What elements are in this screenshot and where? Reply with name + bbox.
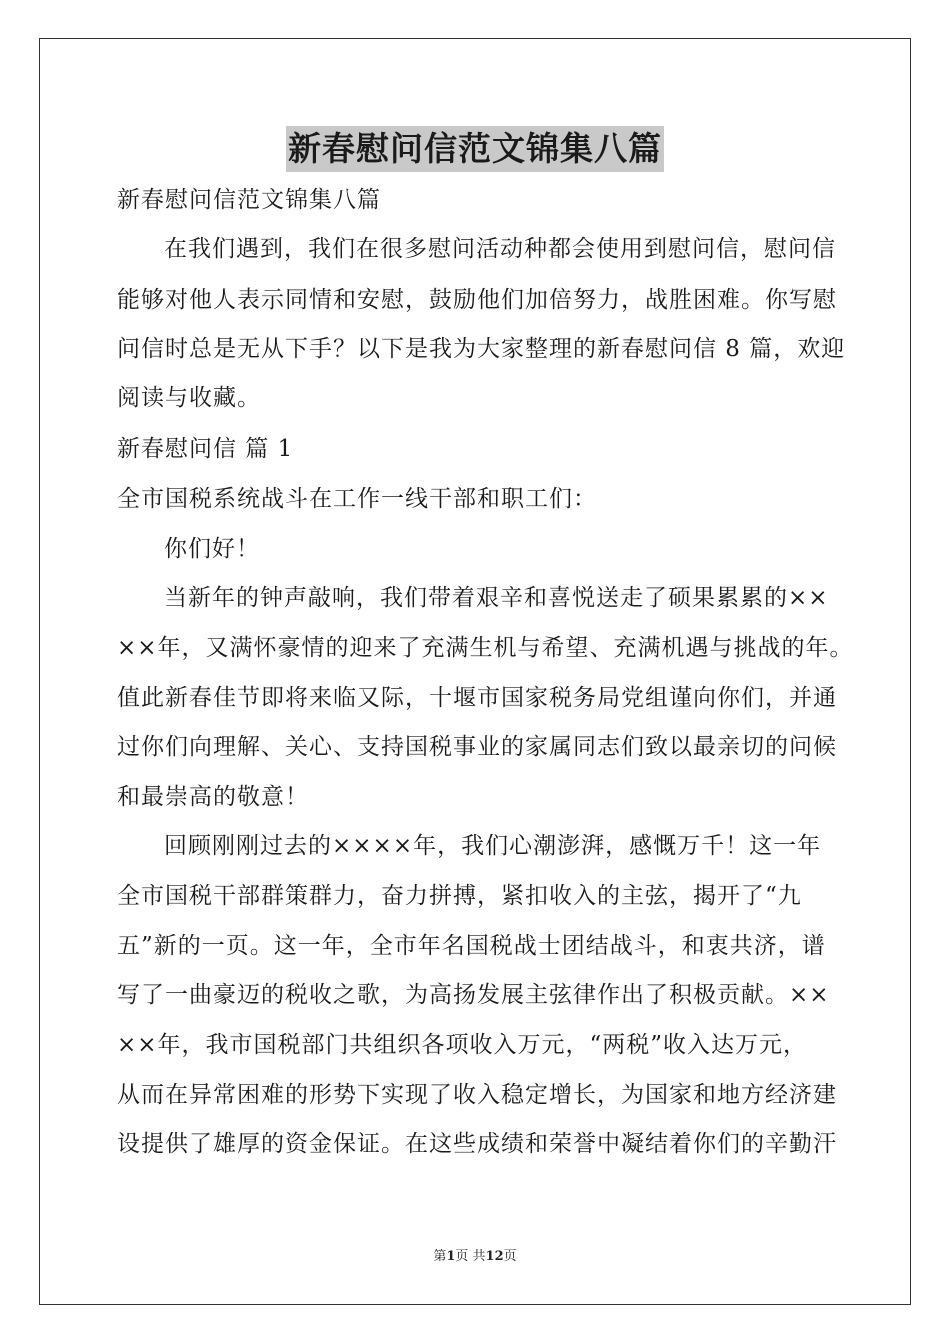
paragraph-line: 阅读与收藏。 [117, 385, 261, 411]
paragraph-line: 回顾刚刚过去的××××年，我们心潮澎湃，感慨万千！这一年 [164, 833, 822, 859]
paragraph-line: 五”新的一页。这一年，全市年名国税战士团结战斗，和衷共济，谱 [117, 933, 826, 959]
page-suffix: 页 [503, 1249, 517, 1264]
page-border [39, 38, 911, 1305]
paragraph-line: 从而在异常困难的形势下实现了收入稳定增长，为国家和地方经济建 [117, 1082, 837, 1108]
page-prefix: 第 [433, 1249, 447, 1264]
paragraph-line: 设提供了雄厚的资金保证。在这些成绩和荣誉中凝结着你们的辛勤汗 [117, 1131, 837, 1157]
paragraph-line: 在我们遇到，我们在很多慰问活动种都会使用到慰问信，慰问信 [164, 236, 836, 262]
subtitle-line: 新春慰问信范文锦集八篇 [117, 187, 381, 213]
section-heading: 新春慰问信 篇 1 [117, 436, 294, 462]
paragraph-line: 问信时总是无从下手？以下是我为大家整理的新春慰问信 8 篇，欢迎 [117, 336, 846, 362]
paragraph-line: 值此新春佳节即将来临又际，十堰市国家税务局党组谨向你们，并通 [117, 685, 837, 711]
page-mid: 页 共 [455, 1249, 486, 1264]
document-title: 新春慰问信范文锦集八篇 [286, 126, 664, 172]
paragraph-line: 过你们向理解、关心、支持国税事业的家属同志们致以最亲切的问候 [117, 734, 837, 760]
title-container [0, 126, 950, 172]
greeting-line: 你们好！ [164, 536, 260, 562]
salutation-line: 全市国税系统战斗在工作一线干部和职工们： [117, 486, 597, 512]
paragraph-line: ××年，又满怀豪情的迎来了充满生机与希望、充满机遇与挑战的年。 [117, 635, 854, 661]
page-footer [0, 1248, 950, 1266]
page-current: 1 [446, 1249, 456, 1264]
paragraph-line: 写了一曲豪迈的税收之歌，为高扬发展主弦律作出了积极贡献。×× [117, 982, 830, 1008]
paragraph-line: ××年，我市国税部门共组织各项收入万元，“两税”收入达万元， [117, 1032, 808, 1058]
page-total: 12 [485, 1249, 504, 1264]
paragraph-line: 和最崇高的敬意！ [117, 784, 309, 810]
paragraph-line: 当新年的钟声敲响，我们带着艰辛和喜悦送走了硕果累累的×× [164, 585, 829, 611]
paragraph-line: 全市国税干部群策群力，奋力拼搏，紧扣收入的主弦，揭开了“九 [117, 883, 802, 909]
paragraph-line: 能够对他人表示同情和安慰，鼓励他们加倍努力，战胜困难。你写慰 [117, 287, 837, 313]
